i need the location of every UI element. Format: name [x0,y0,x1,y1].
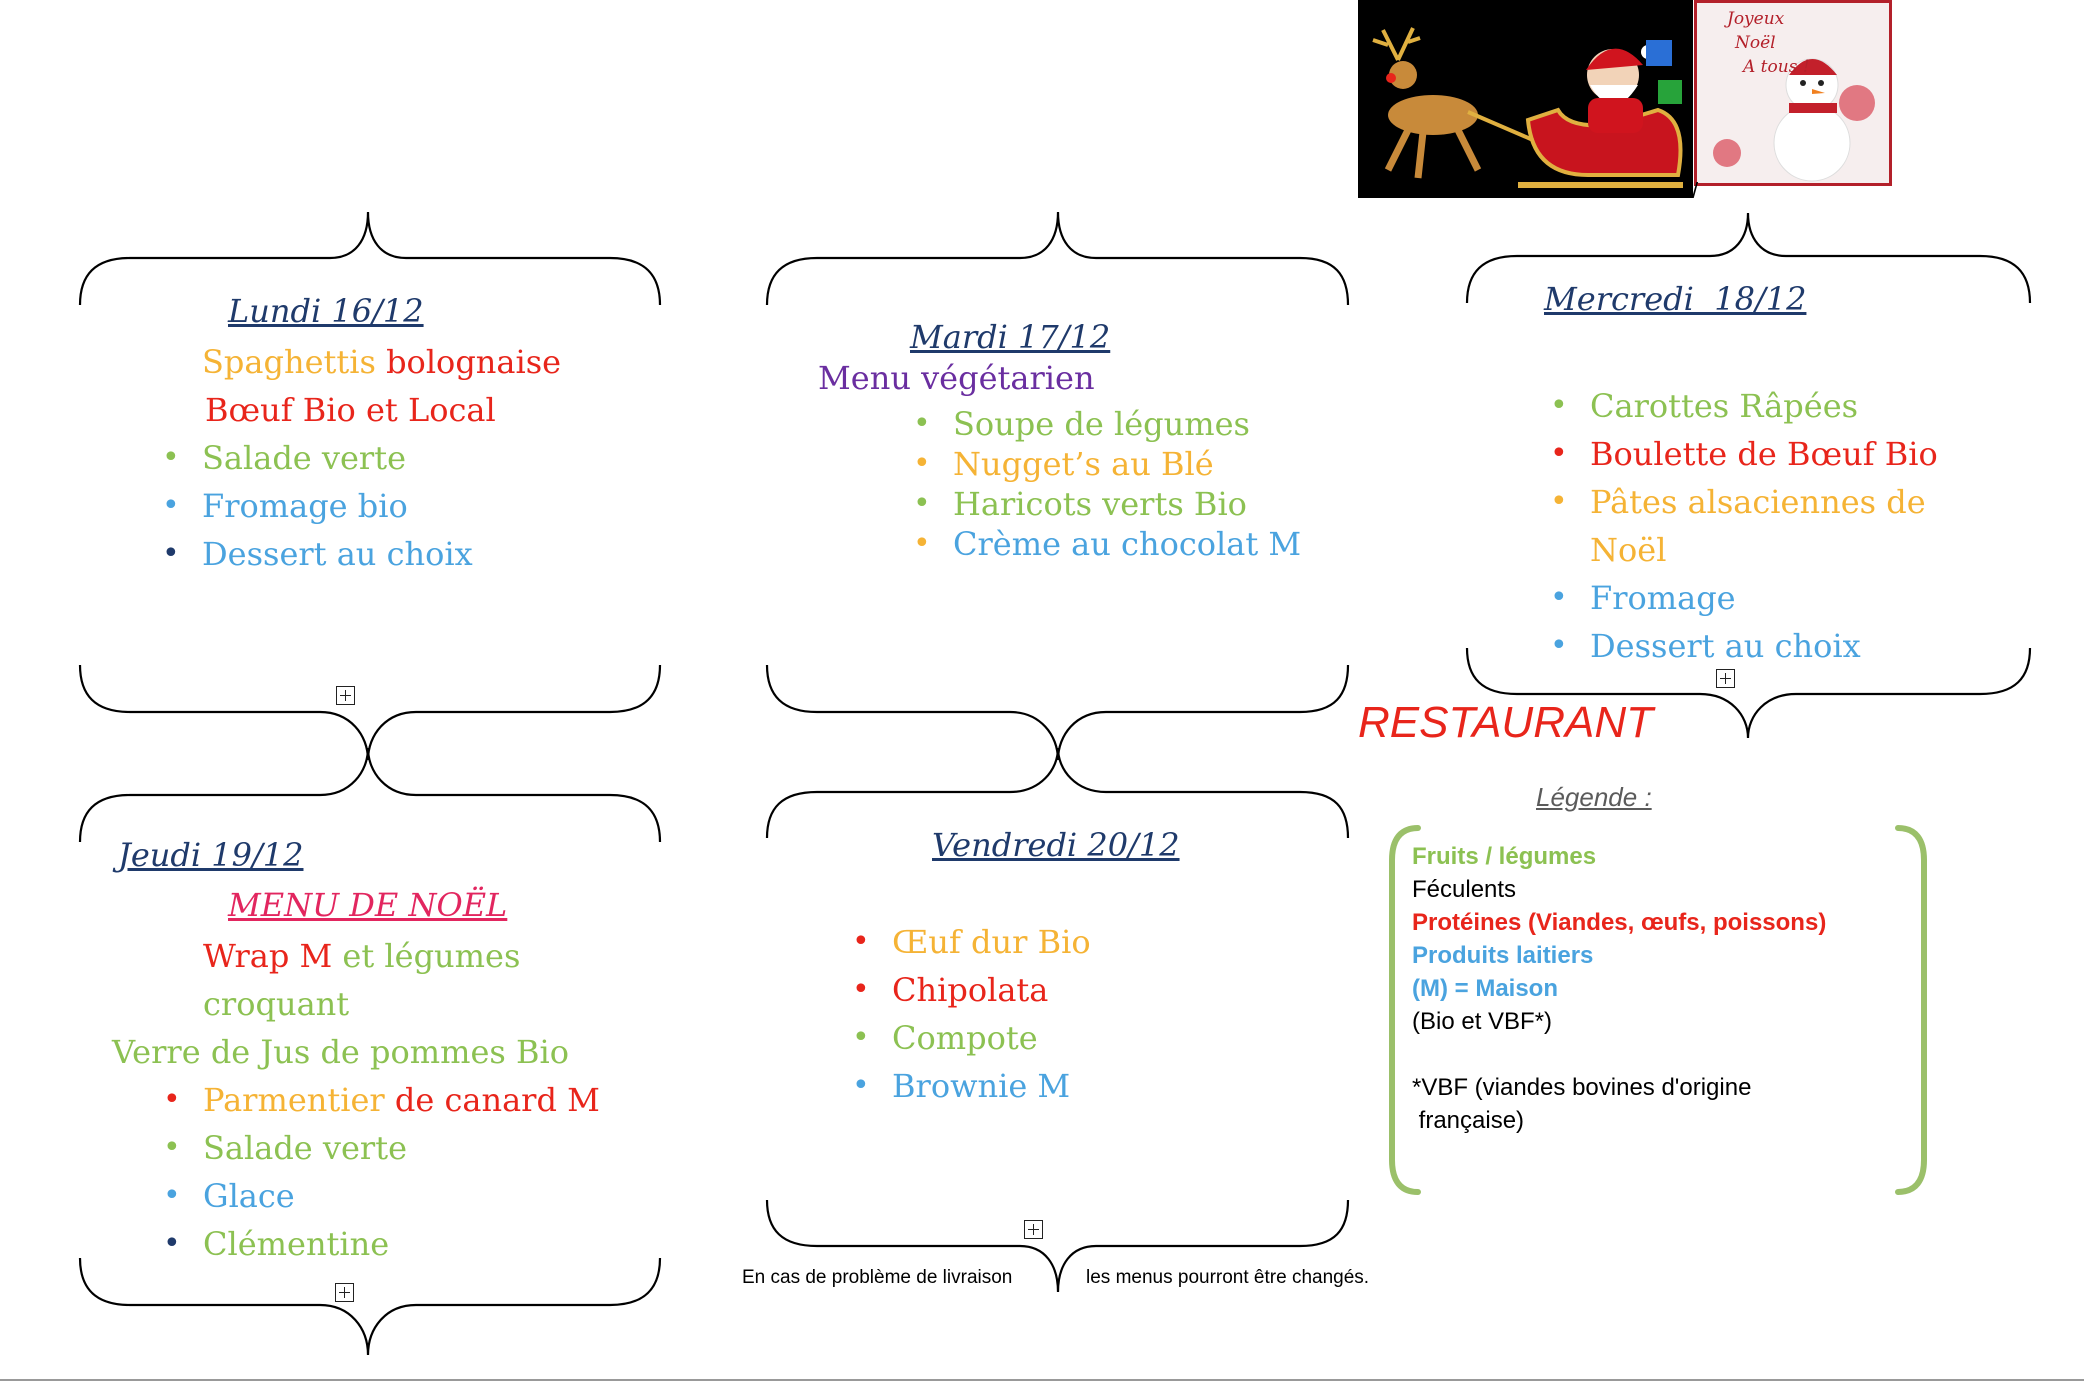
bullet-dot-icon: • [852,924,870,959]
list-item [163,1076,600,1124]
bullet-dot-icon: • [163,1178,181,1213]
list-item [852,1014,1091,1062]
friday-item-1: Œuf dur Bio [892,923,1091,961]
bullet-dot-icon: • [163,1226,181,1261]
friday-title: Vendredi 20/12 [932,826,1180,864]
joyeux-noel-snowman-card [1694,0,1892,186]
friday-item-3: Compote [892,1019,1038,1057]
list-item [1590,526,1938,574]
legend-proteins: Protéines (Viandes, œufs, poissons) [1412,909,1827,936]
list-item [1550,430,1938,478]
legend-box [1412,840,1826,1137]
wednesday-item-5: Dessert au choix [1590,627,1861,665]
tuesday-item-2: Nugget’s au Blé [953,445,1214,483]
thursday-lead-line-3: Verre de Jus de pommes Bio [112,1033,570,1071]
monday-expand-icon[interactable] [336,686,355,705]
list-item [162,530,473,578]
list-item [1550,622,1938,670]
bullet-dot-icon: • [1550,628,1568,663]
thursday-lead-part-1: Wrap M [203,937,333,975]
legend-title: Légende : [1536,782,1652,812]
legend-bio-vbf: (Bio et VBF*) [1412,1008,1553,1035]
bullet-dot-icon: • [852,1020,870,1055]
friday-expand-icon[interactable] [1024,1220,1043,1239]
thursday-bottom-brace [80,1258,660,1355]
card-text-line-2: Noël [1735,33,1776,53]
legend-right-bracket [1898,828,1924,1192]
bullet-dot-icon: • [852,1068,870,1103]
tuesday-top-brace [767,212,1348,305]
thursday-item-3: Glace [203,1177,295,1215]
thursday-expand-icon[interactable] [335,1283,354,1302]
bullet-dot-icon: • [852,972,870,1007]
bullet-dot-icon: • [1550,484,1568,519]
legend-vbf-note-1: *VBF (viandes bovines d'origine [1412,1074,1752,1101]
footer-left-note: En cas de problème de livraison [742,1267,1013,1288]
list-item [913,484,1301,524]
list-item [163,1220,600,1268]
legend-starches: Féculents [1412,876,1517,903]
list-item [852,1062,1091,1110]
friday-item-2: Chipolata [892,971,1049,1009]
card-text-line-1: Joyeux [1727,9,1785,29]
bullet-dot-icon: • [913,486,931,521]
thursday-lead-line-1 [203,932,520,980]
joyeux-noel-text [1727,7,1810,79]
restaurant-label: RESTAURANT [1358,698,1653,747]
bullet-dot-icon: • [162,440,180,475]
legend-vbf-note-2: française) [1412,1107,1525,1134]
thursday-menu-list [163,1076,600,1268]
tuesday-item-4: Crème au chocolat M [953,525,1302,563]
monday-lead-part-1: Spaghettis [202,343,376,381]
bullet-dot-icon: • [913,406,931,441]
tuesday-title: Mardi 17/12 [910,318,1111,356]
thursday-item-4: Clémentine [203,1225,390,1263]
tuesday-subtitle: Menu végétarien [818,359,1095,397]
monday-menu-list [162,434,473,578]
list-item [1550,574,1938,622]
list-item [913,444,1301,484]
thursday-item-2: Salade verte [203,1129,408,1167]
bullet-dot-icon: • [1550,388,1568,423]
bullet-dot-icon: • [1550,580,1568,615]
bullet-dot-icon: • [913,446,931,481]
wednesday-menu-list [1550,382,1938,670]
monday-item-3: Dessert au choix [202,535,473,573]
card-text-line-3: A tous ! [1743,57,1810,77]
footer-right-note: les menus pourront être changés. [1086,1267,1370,1288]
thursday-subtitle: MENU DE NOËL [228,886,508,924]
legend-homemade: (M) = Maison [1412,975,1559,1002]
santa-sleigh-picture [1358,0,1693,198]
stray-mark: / [1692,178,1699,203]
bullet-dot-icon: • [913,526,931,561]
bullet-dot-icon: • [162,488,180,523]
tuesday-item-1: Soupe de légumes [953,405,1250,443]
list-item [852,966,1091,1014]
wednesday-item-2: Boulette de Bœuf Bio [1590,435,1938,473]
legend-blank [1412,1038,1826,1071]
legend-fruits-vegetables: Fruits / légumes [1412,843,1597,870]
friday-item-4: Brownie M [892,1067,1071,1105]
wednesday-expand-icon[interactable] [1716,669,1735,688]
list-item [913,524,1302,564]
bullet-dot-icon: • [162,536,180,571]
bullet-dot-icon: • [163,1130,181,1165]
list-item [852,918,1091,966]
list-item [162,482,473,530]
bullet-dot-icon: • [163,1082,181,1117]
bullet-dot-icon: • [1550,436,1568,471]
wednesday-item-1: Carottes Râpées [1590,387,1859,425]
thursday-item-1b: de canard M [384,1081,600,1119]
monday-lead-line-2: Bœuf Bio et Local [205,391,496,429]
monday-item-1: Salade verte [202,439,407,477]
thursday-lead-part-2: et légumes [332,937,521,975]
list-item [163,1124,600,1172]
wednesday-item-4: Fromage [1590,579,1736,617]
thursday-item-1a: Parmentier [203,1081,385,1119]
thursday-lead-line-2: croquant [203,985,350,1023]
thursday-top-brace [80,748,660,842]
monday-item-2: Fromage bio [202,487,408,525]
friday-top-brace [767,748,1348,838]
list-item [913,404,1301,444]
list-item [163,1172,600,1220]
list-item [1550,478,1938,526]
friday-menu-list [852,918,1091,1110]
tuesday-menu-list [913,404,1302,564]
tuesday-item-3: Haricots verts Bio [953,485,1247,523]
list-item [162,434,473,482]
thursday-title: Jeudi 19/12 [118,836,304,874]
wednesday-item-3-cont: Noël [1590,531,1667,569]
monday-lead-line-1 [202,338,561,386]
monday-lead-part-2: bolognaise [375,343,562,381]
wednesday-title: Mercredi 18/12 [1544,280,1807,318]
tuesday-bottom-brace [767,665,1348,760]
list-item [1550,382,1938,430]
monday-title: Lundi 16/12 [228,292,424,330]
legend-dairy: Produits laitiers [1412,942,1594,969]
wednesday-item-3: Pâtes alsaciennes de [1590,483,1926,521]
monday-bottom-brace [80,665,660,760]
